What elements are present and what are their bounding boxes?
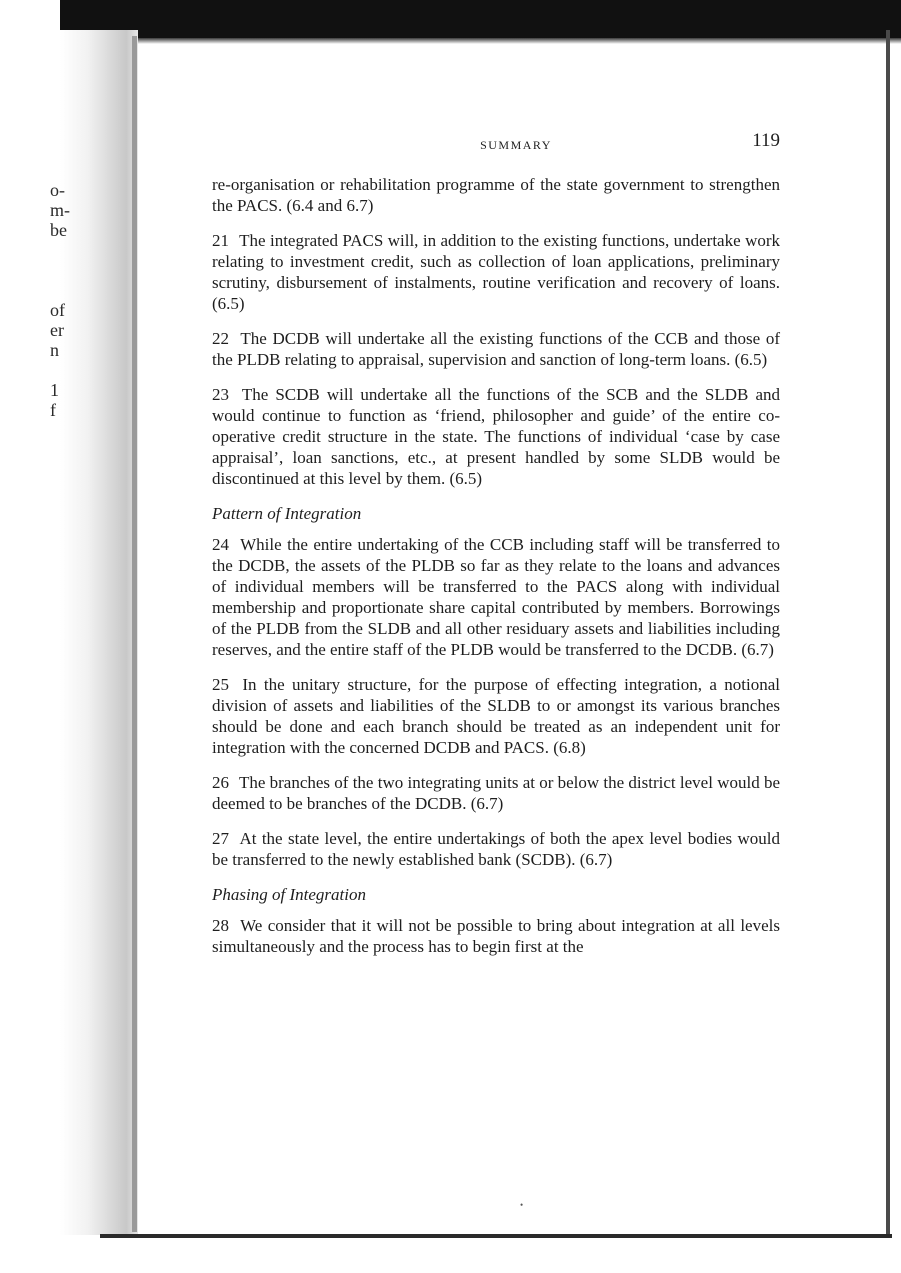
- paragraph: [212, 674, 780, 758]
- adjacent-fragment: f: [50, 400, 56, 420]
- page-body: [212, 174, 780, 971]
- page-right-edge: [886, 30, 890, 1235]
- adjacent-fragment: o-: [50, 180, 65, 200]
- page-bottom-edge: [100, 1234, 892, 1238]
- adjacent-fragment: be: [50, 220, 67, 240]
- scan-smudge: •: [520, 1200, 524, 1210]
- scan-top-border: [60, 0, 901, 38]
- paragraph: [212, 384, 780, 489]
- adjacent-fragment: [50, 260, 90, 280]
- page-header: [212, 130, 780, 160]
- paragraph: [212, 328, 780, 370]
- paragraph-number: 25: [212, 675, 229, 694]
- paragraph: [212, 534, 780, 660]
- adjacent-fragment: m-: [50, 200, 70, 220]
- paragraph-text: In the unitary structure, for the purpose of effecting integration, a notional division of assets and liabilities of the SLDB to or amongst its various branches should be done and each branch should be treated as an independent unit for integration with the concerned DCDB and PACS. (6.8): [212, 675, 781, 757]
- adjacent-fragment: [50, 240, 90, 260]
- paragraph-number: 22: [212, 329, 229, 348]
- paragraph-number: 28: [212, 916, 229, 935]
- paragraph: [212, 230, 780, 314]
- paragraph: [212, 915, 780, 957]
- paragraph-text: re-organisation or rehabilitation programme of the state government to strengthen the PACS. (6.4 and 6.7): [212, 175, 780, 215]
- paragraph: [212, 828, 780, 870]
- paragraph-number: 26: [212, 773, 229, 792]
- paragraph-number: 23: [212, 385, 229, 404]
- book-spine-line: [132, 36, 137, 1232]
- paragraph-text: While the entire undertaking of the CCB including staff will be transferred to the DCDB, the assets of the PLDB so far as they relate to the loans and advances of individual members will be transferred to the PACS along with individual membership and proportionate share capital contributed by members. Borrowings of the PLDB from the SLDB and all other residuary assets and liabilities including reserves, and the entire staff of the PLDB would be transferred to the DCDB. (6.7): [212, 535, 780, 659]
- paragraph-text: The branches of the two integrating units at or below the district level would be deemed to be branches of the DCDB. (6.7): [212, 773, 780, 813]
- adjacent-fragment: [50, 280, 90, 300]
- scan-top-shadow: [60, 38, 901, 44]
- paragraph-text: The DCDB will undertake all the existing functions of the CCB and those of the PLDB relating to appraisal, supervision and sanction of long-term loans. (6.5): [212, 329, 780, 369]
- paragraph: [212, 772, 780, 814]
- adjacent-fragment: of: [50, 300, 65, 320]
- paragraph-number: 21: [212, 231, 229, 250]
- adjacent-fragment: 1: [50, 380, 59, 400]
- page-number: 119: [752, 130, 780, 151]
- adjacent-fragment: n: [50, 340, 59, 360]
- running-title: SUMMARY: [480, 138, 552, 152]
- paragraph-text: We consider that it will not be possible to bring about integration at all levels simultaneously and the process has to begin first at the: [212, 916, 780, 956]
- adjacent-page-fragments: [50, 180, 90, 520]
- adjacent-fragment: [50, 360, 90, 380]
- paragraph-text: At the state level, the entire undertakings of both the apex level bodies would be transferred to the newly established bank (SCDB). (6.7): [212, 829, 781, 869]
- paragraph-number: 24: [212, 535, 229, 554]
- adjacent-fragment: er: [50, 320, 64, 340]
- paragraph-text: The SCDB will undertake all the functions of the SCB and the SLDB and would continue to function as ‘friend, philosopher and guide’ of the entire co-operative credit structure in the state. The functions of individual ‘case by case appraisal’, loan sanctions, etc., at present handled by some SLDB would be discontinued at this level by them. (6.5): [212, 385, 780, 488]
- paragraph-text: The integrated PACS will, in addition to the existing functions, undertake work relating to investment credit, such as collection of loan applications, preliminary scrutiny, disbursement of instalments, routine verification and recovery of loans. (6.5): [212, 231, 781, 313]
- paragraph: [212, 174, 780, 216]
- paragraph-number: 27: [212, 829, 229, 848]
- section-heading-pattern: Pattern of Integration: [212, 504, 362, 523]
- section-heading-phasing: Phasing of Integration: [212, 885, 366, 904]
